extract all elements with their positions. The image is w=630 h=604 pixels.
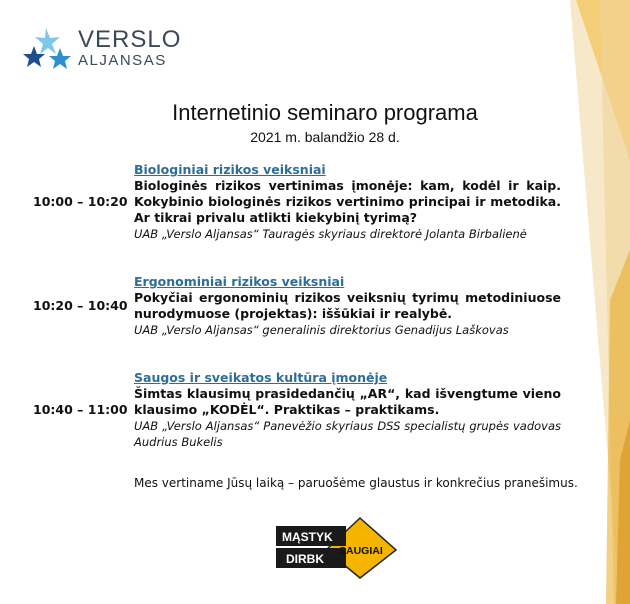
closing-note: Mes vertiname Jūsų laiką – paruošėme glaustus ir konkrečius pranešimus.: [134, 476, 578, 490]
decorative-side-shapes: [570, 0, 630, 604]
session-content: [134, 274, 561, 338]
logo-text-aljansas: ALJANSAS: [78, 52, 167, 69]
page-title: Internetinio seminaro programa: [172, 100, 478, 125]
logo-text-verslo: VERSLO: [78, 26, 182, 53]
verslo-aljansas-logo: [20, 24, 190, 76]
session-time: 10:40 – 11:00: [33, 402, 128, 417]
session-topic-link[interactable]: Ergonominiai rizikos veiksniai: [134, 274, 345, 289]
session-content: [134, 370, 561, 450]
session-time: 10:20 – 10:40: [33, 298, 128, 313]
badge-line2: DIRBK: [286, 552, 324, 566]
session-topic-link[interactable]: Saugos ir sveikatos kultūra įmonėje: [134, 370, 388, 385]
session-description: Biologinės rizikos vertinimas įmonėje: kam, kodėl ir kaip. Kokybinio biologinės rizikos vertinimo principai ir metodika. Ar tikrai privalu atlikti kiekybinį tyrimą?: [134, 178, 561, 225]
badge-word: SAUGIAI: [339, 545, 383, 557]
session-content: [134, 162, 561, 242]
session-speaker: UAB „Verslo Aljansas“ generalinis direktorius Genadijus Laškovas: [134, 323, 509, 337]
session-topic-link[interactable]: Biologiniai rizikos veiksniai: [134, 162, 326, 177]
session-description: Šimtas klausimų prasidedančių „AR“, kad išvengtume vieno klausimo „KODĖL“. Praktikas – praktikams.: [134, 386, 561, 417]
mastyk-dirbk-saugiai-badge: [276, 516, 400, 580]
session-description: Pokyčiai ergonominių rizikos veiksnių tyrimų metodiniuose nurodymuose (projektas): iššūkiai ir realybė.: [134, 290, 561, 321]
badge-line1: MĄSTYK: [282, 530, 333, 544]
stars-logo-icon: [20, 24, 78, 76]
page-date: 2021 m. balandžio 28 d.: [250, 129, 400, 145]
session-speaker: UAB „Verslo Aljansas“ Panevėžio skyriaus DSS specialistų grupės vadovas Audrius Bukelis: [134, 419, 561, 449]
session-speaker: UAB „Verslo Aljansas“ Tauragės skyriaus direktorė Jolanta Birbalienė: [134, 227, 527, 241]
session-time: 10:00 – 10:20: [33, 194, 128, 209]
